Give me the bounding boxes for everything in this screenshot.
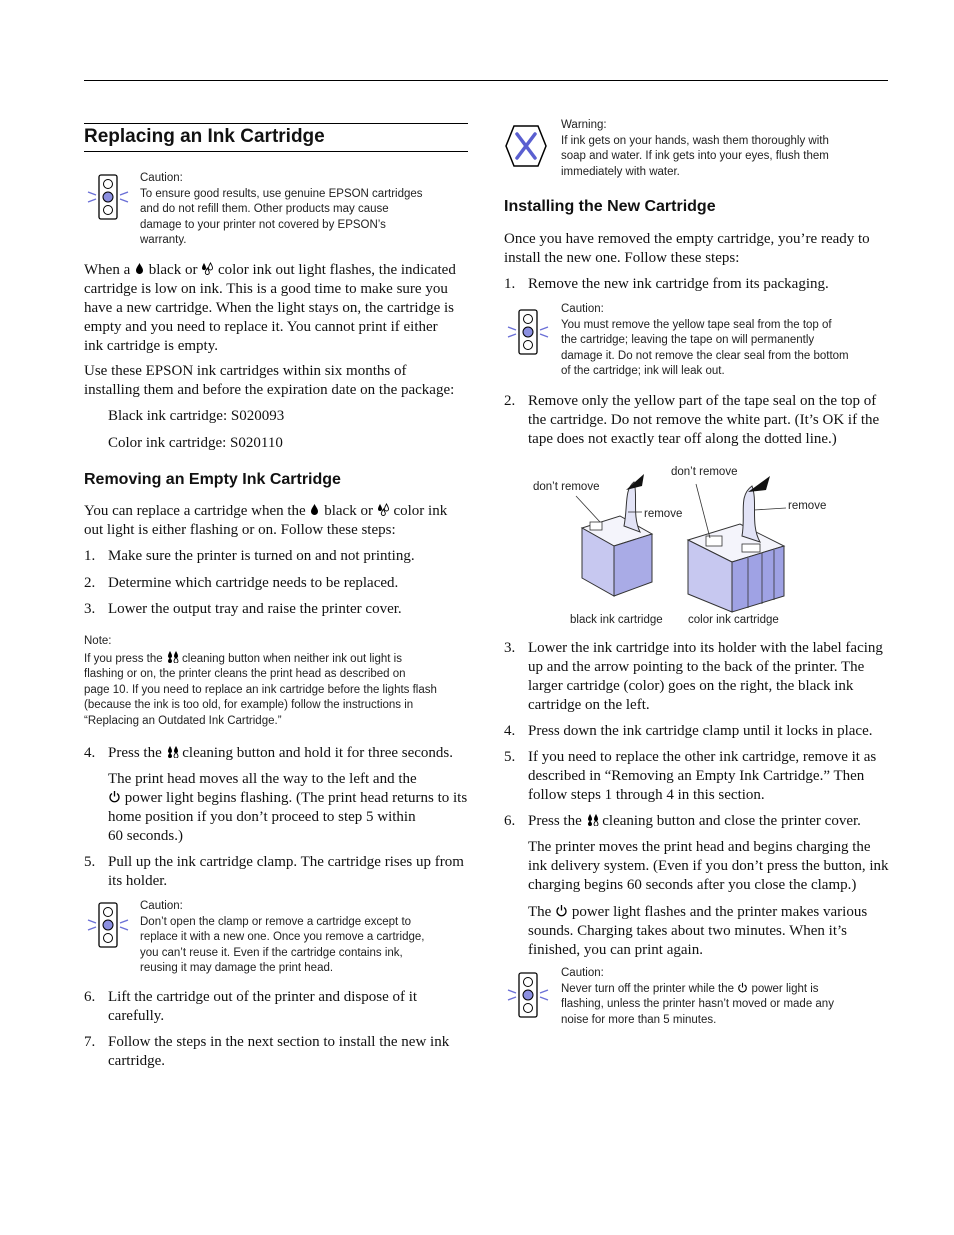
caution-icon [86, 900, 130, 950]
section-title-rule-top [84, 123, 468, 124]
power-icon [108, 790, 121, 803]
black-cartridge-part: Black ink cartridge: S020093 [108, 408, 285, 424]
install-step-6-detail: The printer moves the print head and begins charging the ink delivery system. (Even if you don’t press the button, ink charging begins 60 seconds after you close the clamp.) [528, 839, 889, 893]
warning-label: Warning: [561, 119, 607, 131]
dont-remove-label-color: don’t remove [671, 466, 738, 478]
subsection-title-removing: Removing an Empty Ink Cartridge [84, 471, 341, 488]
warning-icon [504, 122, 548, 170]
color-cartridge-part: Color ink cartridge: S020110 [108, 435, 283, 451]
black-ink-drop-icon [134, 262, 145, 275]
remove-label-black: remove [644, 508, 683, 520]
section-title: Replacing an Ink Cartridge [84, 126, 325, 147]
caution-label: Caution: [561, 303, 604, 315]
cleaning-button-icon [166, 745, 179, 758]
color-cartridge-drawing [688, 476, 786, 612]
caution-icon [86, 172, 130, 222]
cartridge-diagram [520, 460, 880, 635]
caution-4: Caution: Never turn off the printer while the power light is flashing, unless the printer hasn’t moved or made any noise for more than 5 minutes. [561, 967, 834, 1026]
caution-icon [506, 307, 550, 357]
note-label: Note: [84, 635, 112, 647]
color-ink-drops-icon [377, 503, 390, 516]
top-rule [84, 80, 888, 81]
install-step-6-detail-2: The power light flashes and the printer makes various sounds. Charging takes about two minutes. When it’s finished, you can print again. [528, 904, 868, 958]
black-ink-cartridge-label: black ink cartridge [570, 614, 663, 626]
caution-line: damage to your printer not covered by EPSON’s [140, 218, 386, 231]
color-ink-drops-icon [201, 262, 214, 275]
paragraph-ink-out: When a black or color ink out light flashes, the indicated cartridge is low on ink. This is a good time to make sure you have a new cartridge. When the light stays on, the cartridge is empty and you need to replace it. You cannot print if either ink cartridge is empty. [84, 262, 456, 354]
caution-3: Caution: You must remove the yellow tape seal from the top of the cartridge; leaving the tape on will permanently damage it. Do not remove the clear seal from the bottom of the cartridge; ink will leak out. [561, 303, 849, 377]
caution-label: Caution: [561, 967, 604, 979]
caution-line: and do not refill them. Other products may cause [140, 203, 389, 215]
paragraph-replace-when: You can replace a cartridge when the black or color ink out light is either flashing or on. Follow these steps: [84, 503, 448, 538]
warning-block: Warning: If ink gets on your hands, wash them thoroughly with soap and water. If ink gets into your eyes, flush them immediately with water. [561, 119, 829, 178]
power-icon [555, 904, 568, 917]
subsection-title-installing: Installing the New Cartridge [504, 198, 716, 215]
caution-label: Caution: [140, 900, 183, 912]
step-4-detail: The print head moves all the way to the left and the power light begins flashing. (The print head returns to its home position if you don’t proceed to step 5 within 60 seconds.) [108, 771, 468, 844]
caution-line: warranty. [140, 234, 187, 246]
paragraph-install-intro: Once you have removed the empty cartridge, you’re ready to install the new one. Follow these steps: [504, 231, 870, 266]
caution-icon [506, 970, 550, 1020]
cleaning-button-icon [586, 813, 599, 826]
caution-label: Caution: [140, 172, 183, 184]
paragraph-use-cartridges: Use these EPSON ink cartridges within six months of installing them and before the expiration date on the package: [84, 363, 455, 398]
caution-line: To ensure good results, use genuine EPSON cartridges [140, 187, 423, 200]
cleaning-button-icon [166, 650, 179, 663]
remove-label-color: remove [788, 500, 827, 512]
black-ink-drop-icon [309, 503, 320, 516]
note-block: Note: If you press the cleaning button when neither ink out light is flashing or on, the printer cleans the print head as described on page 10. If you need to replace an ink cartridge before the lights flash (because the ink is too old, for example) follow the instructions in “Replacing an Outdated Ink Cartridge.” [84, 635, 437, 727]
caution-2: Caution: Don’t open the clamp or remove a cartridge except to replace it with a new one. Once you remove a cartridge, you can’t reuse it. Even if the cartridge contains ink, reusing it may damage the print head. [140, 900, 425, 974]
caution-1 [140, 171, 423, 249]
section-title-rule-bottom [84, 151, 468, 152]
power-icon [737, 982, 748, 993]
color-ink-cartridge-label: color ink cartridge [688, 614, 779, 626]
dont-remove-label-black: don’t remove [533, 481, 600, 493]
